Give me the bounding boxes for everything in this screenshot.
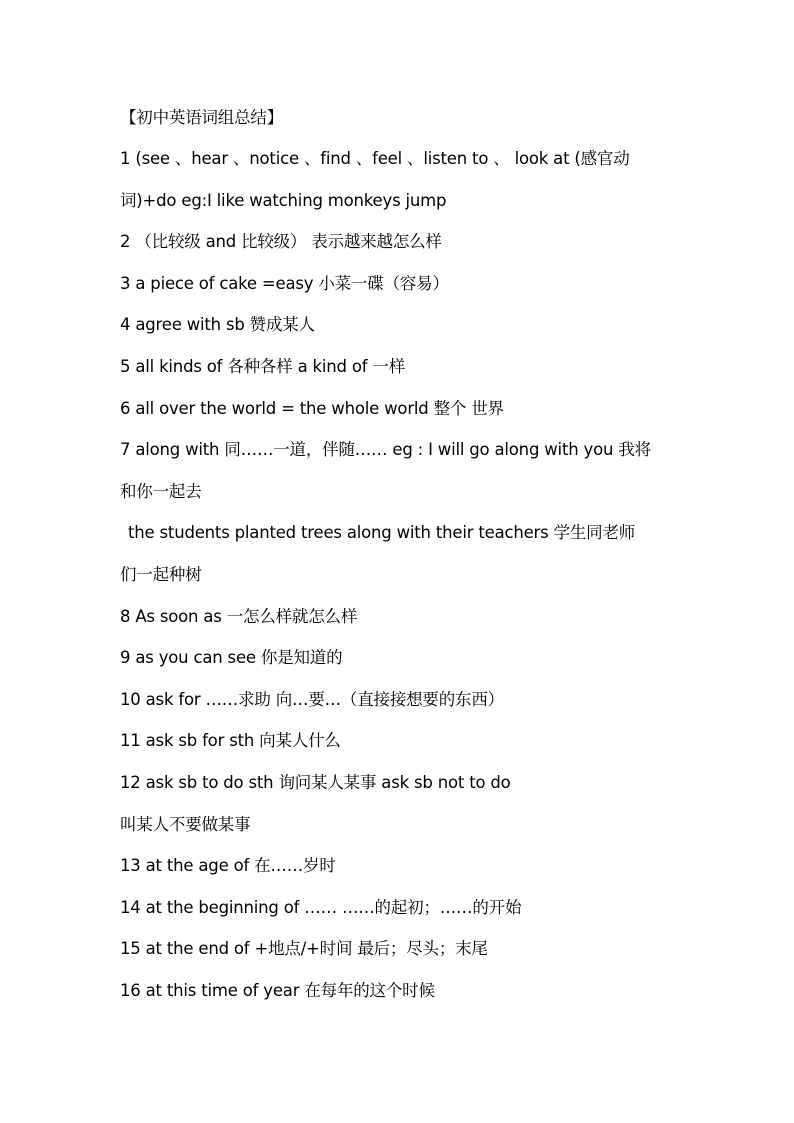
text-line: 7 along with 同……一道，伴随…… eg : I will go along with you 我将 [120,440,651,460]
text-line: 6 all over the world = the whole world 整个 世界 [120,398,504,418]
text-line: 5 all kinds of 各种各样 a kind of 一样 [120,356,405,376]
text-line: 9 as you can see 你是知道的 [120,648,343,668]
text-line: 12 ask sb to do sth 询问某人某事 ask sb not to do [120,772,511,792]
text-line: 词)+do eg:I like watching monkeys jump [120,190,447,210]
document-title: 【初中英语词组总结】 [120,108,284,127]
text-line: 们一起种树 [120,564,202,584]
text-line: 8 As soon as 一怎么样就怎么样 [120,606,358,626]
text-line: 13 at the age of 在……岁时 [120,856,336,876]
text-line: 和你一起去 [120,481,202,501]
text-line: 11 ask sb for sth 向某人什么 [120,731,341,751]
text-line: 15 at the end of +地点/+时间 最后；尽头；末尾 [120,939,488,959]
document-body [120,100,680,1014]
text-line: 3 a piece of cake =easy 小菜一碟（容易） [120,273,449,293]
text-line: 1 (see 、hear 、notice 、find 、feel 、listen to 、 look at (感官动 [120,149,630,168]
text-line: 14 at the beginning of …… ……的起初；……的开始 [120,897,522,917]
text-line: 16 at this time of year 在每年的这个时候 [120,980,435,1000]
text-line: 4 agree with sb 赞成某人 [120,315,315,335]
text-line: 叫某人不要做某事 [120,814,251,834]
text-line: 2 （比较级 and 比较级） 表示越来越怎么样 [120,232,442,252]
text-line: the students planted trees along with their teachers 学生同老师 [128,523,636,543]
text-line: 10 ask for ……求助 向…要…（直接接想要的东西） [120,689,504,709]
